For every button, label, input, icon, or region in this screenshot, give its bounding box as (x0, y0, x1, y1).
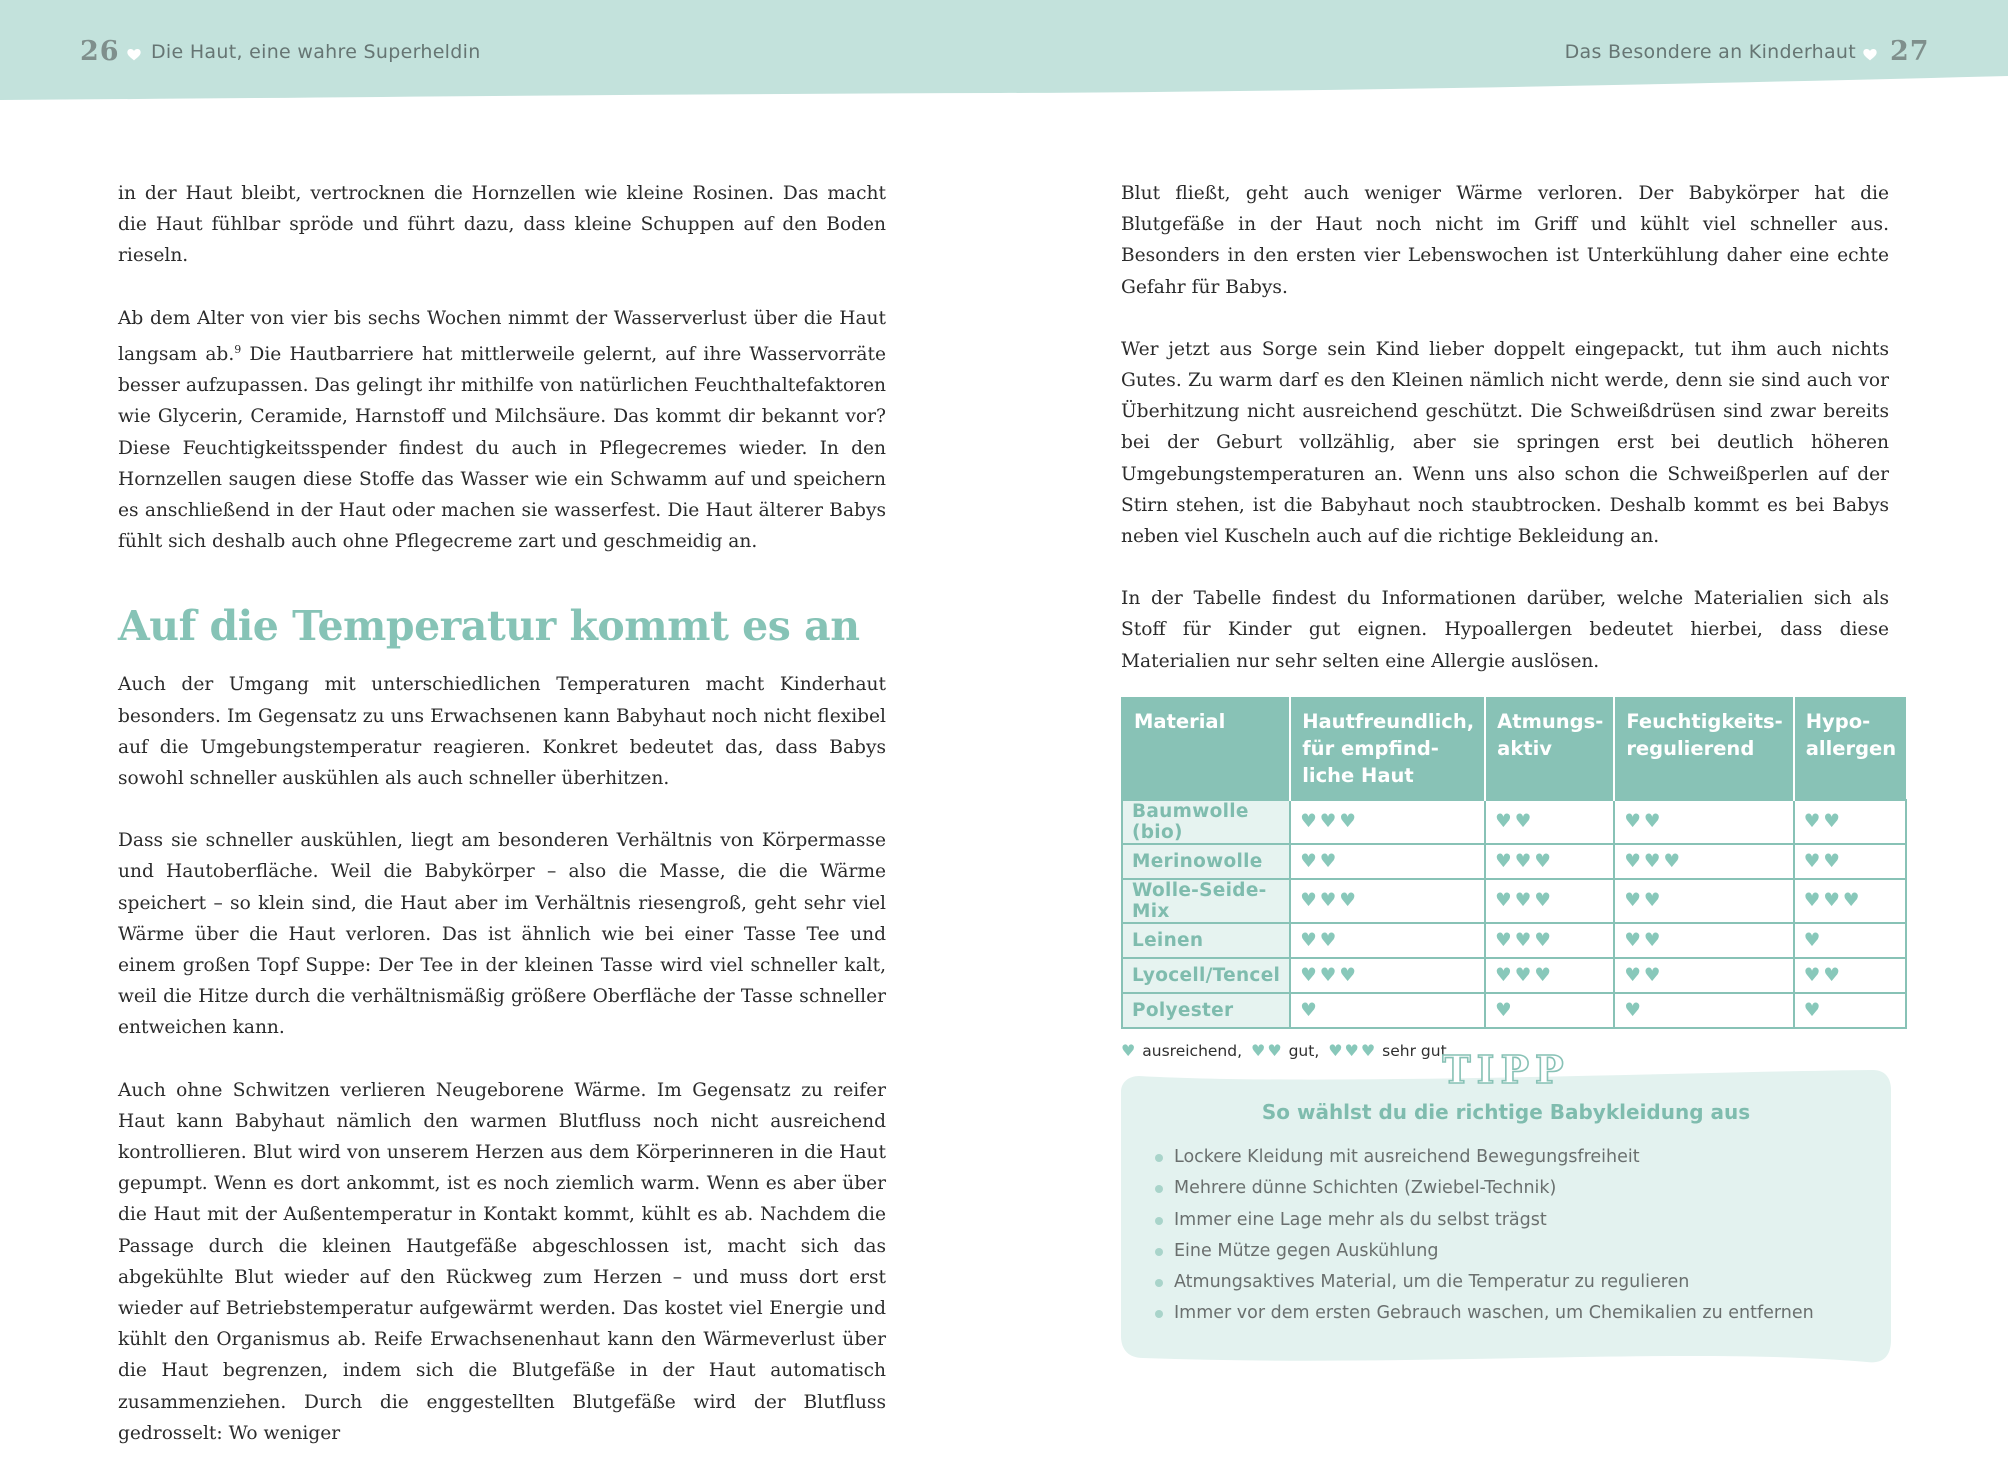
table-header-material: Material (1122, 697, 1290, 800)
table-cell-material: Baumwolle (bio) (1122, 800, 1290, 844)
heart-rating-icon: ♥♥♥ (1290, 958, 1485, 993)
heart-rating-icon: ♥♥♥ (1290, 800, 1485, 844)
heart-rating-icon: ♥♥ (1290, 923, 1485, 958)
tip-list (1155, 1142, 1814, 1330)
list-item: Immer eine Lage mehr als du selbst trägst (1155, 1205, 1814, 1236)
heart-rating-icon: ♥♥♥ (1290, 879, 1485, 923)
table-row (1122, 800, 1906, 844)
bullet-icon (1155, 1217, 1163, 1225)
material-table (1121, 697, 1907, 1029)
heart-rating-icon: ♥♥♥ (1485, 879, 1614, 923)
list-item: Eine Mütze gegen Auskühlung (1155, 1236, 1814, 1267)
section-heading: Auf die Temperatur kommt es an (118, 602, 860, 651)
legend-label: ausreichend, (1142, 1041, 1243, 1060)
heart-rating-icon: ♥♥ (1290, 844, 1485, 879)
right-running-title: Das Besondere an Kinderhaut (1564, 41, 1856, 63)
heart-rating-icon: ♥ (1290, 993, 1485, 1028)
list-item: Mehrere dünne Schichten (Zwiebel-Technik) (1155, 1173, 1814, 1204)
left-paragraph-4: Dass sie schneller auskühlen, liegt am besonderen Verhältnis von Körpermasse und Hautoberfläche. Weil die Babykörper – also die Masse, die die Wärme speichert – so klein sind, die Haut aber im Verhältnis riesengroß, geht sehr viel Wärme über die Haut verloren. Das ist ähnlich wie bei einer Tasse Tee und einem großen Topf Suppe: Der Tee in der kleinen Tasse wird viel schneller kalt, weil die Hitze durch die verhältnismäßig größere Oberfläche der Tasse schneller entweichen kann. (118, 830, 886, 1039)
left-page-number: 26 (80, 36, 120, 67)
heart-rating-icon: ♥♥ (1614, 958, 1793, 993)
left-paragraph-1: in der Haut bleibt, vertrocknen die Hornzellen wie kleine Rosinen. Das macht die Haut fühlbar spröde und führt dazu, dass kleine Schuppen auf den Boden rieseln. (118, 183, 886, 267)
table-header-breathable: Atmungs-aktiv (1485, 697, 1614, 800)
table-row (1122, 879, 1906, 923)
table-cell-material: Lyocell/Tencel (1122, 958, 1290, 993)
header-heart-icon-left (127, 49, 141, 61)
header-heart-icon-right (1863, 49, 1877, 61)
heart-rating-icon: ♥♥ (1614, 800, 1793, 844)
list-item: Lockere Kleidung mit ausreichend Bewegungsfreiheit (1155, 1142, 1814, 1173)
left-paragraph-5: Auch ohne Schwitzen verlieren Neugeborene Wärme. Im Gegensatz zu reifer Haut kann Babyhaut nämlich den warmen Blutfluss noch nicht ausreichend kontrollieren. Blut wird von unserem Herzen aus dem Körperinneren in die Haut gepumpt. Wenn es dort ankommt, ist es noch ziemlich warm. Wenn es aber über die Haut mit der Außentemperatur in Kontakt kommt, kühlt es ab. Nachdem die Passage durch die kleinen Hautgefäße abgeschlossen ist, macht sich das abgekühlte Blut wieder auf den Rückweg zum Herzen – und muss dort erst wieder auf Betriebstemperatur aufgewärmt werden. Das kostet viel Energie und kühlt den Organismus ab. Reife Erwachsenenhaut kann den Wärmeverlust über die Haut begrenzen, indem sich die Blutgefäße in der Haut automatisch zusammenziehen. Durch die enggestellten Blutgefäße wird der Blutfluss gedrosselt: Wo weniger (118, 1079, 886, 1444)
left-paragraph-3: Auch der Umgang mit unterschiedlichen Temperaturen macht Kinderhaut besonders. Im Gegensatz zu uns Erwachsenen kann Babyhaut noch nicht flexibel auf die Umgebungstemperatur reagieren. Konkret bedeutet das, dass Babys sowohl schneller auskühlen als auch schneller überhitzen. (118, 674, 886, 790)
heart-rating-icon: ♥♥ (1485, 800, 1614, 844)
table-header-row (1122, 697, 1906, 800)
right-page-number: 27 (1890, 36, 1930, 67)
table-header-moisture: Feuchtigkeits-regulierend (1614, 697, 1793, 800)
table-header-skin-friendly: Hautfreundlich, für empfind-liche Haut (1290, 697, 1485, 800)
list-item: Atmungsaktives Material, um die Temperatur zu regulieren (1155, 1267, 1814, 1298)
footnote-marker: 9 (234, 342, 242, 356)
heart-rating-icon: ♥♥ (1794, 844, 1906, 879)
heart-rating-icon: ♥♥ (1794, 800, 1906, 844)
bullet-icon (1155, 1154, 1163, 1162)
legend-label: sehr gut (1382, 1041, 1447, 1060)
tip-label: TIPP (1442, 1047, 1570, 1092)
heart-rating-icon: ♥♥ (1614, 923, 1793, 958)
heart-rating-icon: ♥ (1794, 923, 1906, 958)
heart-rating-icon: ♥♥♥ (1614, 844, 1793, 879)
table-cell-material: Merinowolle (1122, 844, 1290, 879)
heart-rating-icon: ♥ (1794, 993, 1906, 1028)
table-cell-material: Leinen (1122, 923, 1290, 958)
bullet-icon (1155, 1310, 1163, 1318)
table-row (1122, 923, 1906, 958)
tip-title: So wählst du die richtige Babykleidung aus (1261, 1100, 1751, 1124)
list-item: Immer vor dem ersten Gebrauch waschen, um Chemikalien zu entfernen (1155, 1298, 1814, 1329)
heart-rating-icon: ♥ (1485, 993, 1614, 1028)
table-row (1122, 958, 1906, 993)
tip-box (1121, 1042, 1891, 1372)
right-paragraph-3: In der Tabelle findest du Informationen darüber, welche Materialien sich als Stoff für Kinder gut eignen. Hypoallergen bedeutet hierbei, dass diese Materialien nur sehr selten eine Allergie auslösen. (1121, 588, 1889, 672)
heart-rating-icon: ♥♥ (1614, 879, 1793, 923)
table-cell-material: Wolle-Seide-Mix (1122, 879, 1290, 923)
right-column (1121, 178, 1897, 1060)
table-cell-material: Polyester (1122, 993, 1290, 1028)
bullet-icon (1155, 1185, 1163, 1193)
heart-rating-icon: ♥♥♥ (1485, 958, 1614, 993)
right-paragraph-1: Blut fließt, geht auch weniger Wärme verloren. Der Babykörper hat die Blutgefäße in der Haut noch nicht im Griff und kühlt viel schneller aus. Besonders in den ersten vier Lebenswochen ist Unterkühlung daher eine echte Gefahr für Babys. (1121, 183, 1889, 298)
heart-rating-icon: ♥♥♥ (1485, 844, 1614, 879)
table-row (1122, 993, 1906, 1028)
bullet-icon (1155, 1248, 1163, 1256)
legend-label: gut, (1288, 1041, 1320, 1060)
table-row (1122, 844, 1906, 879)
left-paragraph-2: Ab dem Alter von vier bis sechs Wochen nimmt der Wasserverlust über die Haut langsam ab.$^9$ Die Hautbarriere hat mittlerweile gelernt, auf ihre Wasservorräte besser aufzupassen. Das gelingt ihr mithilfe von natürlichen Feuchthaltefaktoren wie Glycerin, Ceramide, Harnstoff und Milchsäure. Das kommt dir bekannt vor? Diese Feuchtigkeitsspender findest du auch in Pflegecremes wieder. In den Hornzellen saugen diese Stoffe das Wasser wie ein Schwamm auf und speichern es anschließend in der Haut oder machen sie wasserfest. Die Haut älterer Babys fühlt sich deshalb auch ohne Pflegecreme zart und geschmeidig an. (118, 307, 886, 553)
right-paragraph-2: Wer jetzt aus Sorge sein Kind lieber doppelt eingepackt, tut ihm auch nichts Gutes. Zu warm darf es den Kleinen nämlich nicht werde, denn sie sind auch vor Überhitzung nicht ausreichend geschützt. Die Schweißdrüsen sind zwar bereits bei der Geburt vollzählig, aber sie springen erst bei deutlich höheren Umgebungstemperaturen an. Wenn uns also schon die Schweißperlen auf der Stirn stehen, ist die Babyhaut noch staubtrocken. Deshalb kommt es bei Babys neben viel Kuscheln auch auf die richtige Bekleidung an. (1121, 338, 1889, 548)
left-running-title: Die Haut, eine wahre Superheldin (151, 41, 481, 63)
heart-icon: ♥ (1121, 1040, 1138, 1060)
heart-rating-icon: ♥ (1614, 993, 1793, 1028)
table-header-hypoallergenic: Hypo-allergen (1794, 697, 1906, 800)
heart-rating-icon: ♥♥ (1794, 958, 1906, 993)
heart-icon: ♥♥♥ (1328, 1040, 1378, 1060)
heart-rating-icon: ♥♥♥ (1794, 879, 1906, 923)
bullet-icon (1155, 1279, 1163, 1287)
heart-rating-icon: ♥♥♥ (1485, 923, 1614, 958)
heart-icon: ♥♥ (1250, 1040, 1284, 1060)
left-column (118, 178, 886, 1480)
